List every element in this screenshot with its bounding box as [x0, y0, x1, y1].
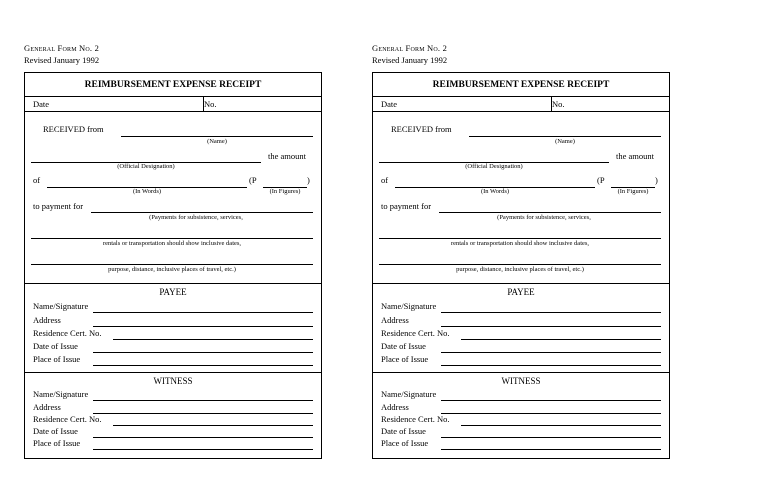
payee-date-issue-label: Date of Issue	[381, 341, 426, 351]
witness-address-label: Address	[33, 402, 61, 412]
in-figures-caption: (In Figures)	[269, 188, 301, 195]
rentals-caption: rentals or transportation should show inclusive dates,	[450, 240, 590, 247]
date-label: Date	[381, 99, 398, 109]
receipt-body	[373, 112, 669, 284]
receipt-form-right	[372, 42, 670, 448]
payee-date-issue-field[interactable]	[93, 352, 313, 353]
witness-place-issue-label: Place of Issue	[33, 438, 81, 448]
payments-caption: (Payments for subsistence, services,	[497, 214, 591, 221]
receipt-title: REIMBURSEMENT EXPENSE RECEIPT	[373, 73, 669, 97]
purpose-caption: purpose, distance, inclusive places of travel, etc.)	[108, 266, 236, 273]
payee-date-issue-field[interactable]	[441, 352, 661, 353]
payee-address-field[interactable]	[93, 326, 313, 327]
receipt-body	[25, 112, 321, 284]
form-header	[372, 42, 670, 66]
payee-place-issue-label: Place of Issue	[33, 354, 81, 364]
receipt-box	[372, 72, 670, 459]
witness-residence-label: Residence Cert. No.	[33, 414, 102, 424]
payee-address-label: Address	[33, 315, 61, 325]
rentals-caption: rentals or transportation should show inclusive dates,	[102, 240, 242, 247]
payee-section	[25, 284, 321, 373]
payment-details-field[interactable]	[379, 238, 661, 239]
the-amount-label: the amount	[268, 151, 307, 161]
witness-date-issue-field[interactable]	[441, 437, 661, 438]
witness-date-issue-field[interactable]	[93, 437, 313, 438]
revised-date: Revised January 1992	[24, 55, 100, 65]
witness-address-field[interactable]	[93, 413, 313, 414]
designation-caption: (Official Designation)	[465, 163, 523, 170]
to-payment-for-label: to payment for	[381, 201, 432, 211]
peso-open: (P	[597, 175, 605, 185]
payee-section	[373, 284, 669, 373]
payee-address-label: Address	[381, 315, 409, 325]
witness-section	[373, 373, 669, 457]
in-figures-caption: (In Figures)	[617, 188, 649, 195]
the-amount-label: the amount	[616, 151, 655, 161]
name-caption: (Name)	[555, 138, 575, 145]
payee-name-field[interactable]	[441, 312, 661, 313]
form-number: General Form No. 2	[24, 43, 100, 53]
date-label: Date	[33, 99, 50, 109]
payee-place-issue-field[interactable]	[93, 365, 313, 366]
witness-heading: WITNESS	[153, 376, 193, 386]
witness-heading: WITNESS	[501, 376, 541, 386]
payment-purpose-field[interactable]	[31, 264, 313, 265]
date-row	[25, 97, 321, 112]
peso-close: )	[655, 175, 658, 185]
number-label: No.	[204, 99, 217, 109]
receipt-box	[24, 72, 322, 459]
form-header	[24, 42, 322, 66]
payee-residence-label: Residence Cert. No.	[381, 328, 450, 338]
payment-field[interactable]	[91, 212, 313, 213]
witness-section	[25, 373, 321, 457]
witness-name-field[interactable]	[441, 400, 661, 401]
received-from-label: RECEIVED from	[43, 124, 104, 134]
payments-caption: (Payments for subsistence, services,	[149, 214, 243, 221]
payee-residence-field[interactable]	[461, 339, 661, 340]
of-label: of	[381, 175, 389, 185]
received-from-label: RECEIVED from	[391, 124, 452, 134]
witness-name-label: Name/Signature	[33, 389, 89, 399]
in-words-caption: (In Words)	[480, 188, 510, 195]
payee-address-field[interactable]	[441, 326, 661, 327]
date-row	[373, 97, 669, 112]
witness-place-issue-field[interactable]	[93, 449, 313, 450]
payment-field[interactable]	[439, 212, 661, 213]
form-number: General Form No. 2	[372, 43, 448, 53]
payment-details-field[interactable]	[31, 238, 313, 239]
payee-place-issue-label: Place of Issue	[381, 354, 429, 364]
witness-place-issue-label: Place of Issue	[381, 438, 429, 448]
receipt-title: REIMBURSEMENT EXPENSE RECEIPT	[25, 73, 321, 97]
witness-name-label: Name/Signature	[381, 389, 437, 399]
peso-open: (P	[249, 175, 257, 185]
witness-place-issue-field[interactable]	[441, 449, 661, 450]
receipt-form-left	[24, 42, 322, 448]
payee-heading: PAYEE	[159, 287, 187, 297]
witness-date-issue-label: Date of Issue	[33, 426, 78, 436]
to-payment-for-label: to payment for	[33, 201, 84, 211]
peso-close: )	[307, 175, 310, 185]
payee-heading: PAYEE	[507, 287, 535, 297]
name-caption: (Name)	[207, 138, 227, 145]
payee-name-label: Name/Signature	[33, 301, 89, 311]
witness-address-field[interactable]	[441, 413, 661, 414]
in-words-caption: (In Words)	[132, 188, 162, 195]
witness-name-field[interactable]	[93, 400, 313, 401]
name-field[interactable]	[121, 136, 313, 137]
payee-date-issue-label: Date of Issue	[33, 341, 78, 351]
revised-date: Revised January 1992	[372, 55, 448, 65]
payee-name-label: Name/Signature	[381, 301, 437, 311]
payee-name-field[interactable]	[93, 312, 313, 313]
witness-address-label: Address	[381, 402, 409, 412]
payee-place-issue-field[interactable]	[441, 365, 661, 366]
payment-purpose-field[interactable]	[379, 264, 661, 265]
name-field[interactable]	[469, 136, 661, 137]
witness-date-issue-label: Date of Issue	[381, 426, 426, 436]
payee-residence-field[interactable]	[113, 339, 313, 340]
witness-residence-field[interactable]	[461, 425, 661, 426]
witness-residence-label: Residence Cert. No.	[381, 414, 450, 424]
purpose-caption: purpose, distance, inclusive places of travel, etc.)	[456, 266, 584, 273]
designation-caption: (Official Designation)	[117, 163, 175, 170]
of-label: of	[33, 175, 41, 185]
number-label: No.	[552, 99, 565, 109]
witness-residence-field[interactable]	[113, 425, 313, 426]
payee-residence-label: Residence Cert. No.	[33, 328, 102, 338]
